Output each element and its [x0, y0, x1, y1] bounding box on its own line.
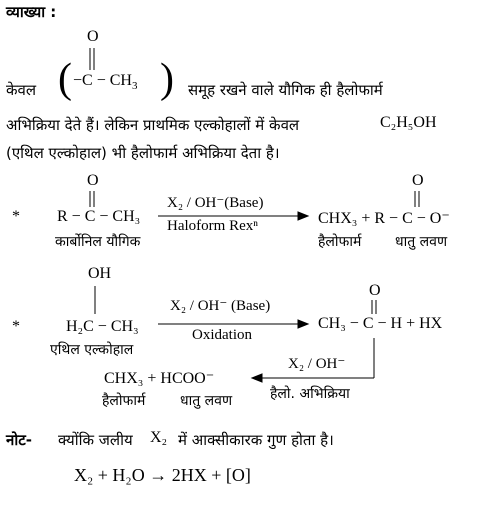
reaction1-bullet: * [12, 208, 20, 225]
para1-line2: अभिक्रिया देते हैं। लेकिन प्राथमिक एल्कोहालों में केवल [6, 116, 300, 134]
note-label: नोट- [6, 431, 32, 449]
para1-suffix: समूह रखने वाले यौगिक ही हैलोफार्म [188, 81, 383, 99]
ethanol-formula: C₂H₅OH [380, 114, 437, 131]
note-text-before: क्योंकि जलीय [58, 431, 133, 449]
para1-line3: (एथिल एल्कोहाल) भी हैलोफार्म अभिक्रिया देता है। [6, 144, 280, 162]
reaction1-product1-label: हैलोफार्म [318, 234, 362, 250]
reaction2-final-label1: हैलोफार्म [102, 393, 146, 409]
note-text-after: में आक्सीकारक गुण होता है। [178, 431, 334, 449]
right-paren: ) [160, 56, 174, 102]
reaction2-product-oxygen: O [369, 282, 381, 299]
reaction1-reactant-label: कार्बोनिल यौगिक [55, 234, 141, 250]
reaction1-reactant-oxygen: O [87, 172, 99, 189]
reaction2-final-products: CHX₃ + HCOO⁻ [104, 370, 215, 387]
para1-prefix: केवल [6, 81, 37, 99]
left-paren: ( [58, 56, 72, 102]
reaction2-bullet: * [12, 318, 20, 335]
reaction2-reagent-bottom: Oxidation [192, 327, 252, 343]
acyl-group: $-C - CH_3$ [73, 72, 138, 93]
note-equation: X₂ + H₂O → 2HX + [O] [74, 465, 251, 485]
reaction1-reagent-bottom: Haloform Rexⁿ [167, 218, 258, 234]
reaction2-reactant-hydroxyl: OH [88, 265, 112, 282]
reaction1-product-oxygen: O [412, 172, 424, 189]
reaction2-step2-label: हैलो. अभिक्रिया [270, 386, 350, 402]
heading: व्याख्या : [6, 3, 57, 21]
group-oxygen: O [87, 28, 99, 45]
reaction1-reactant: R − C − CH₃ [57, 208, 141, 225]
reaction2-step2-reagent: X₂ / OH⁻ [288, 356, 346, 372]
reaction1-product: CHX₃ + R − C − O⁻ [318, 210, 450, 227]
reaction2-reactant-label: एथिल एल्कोहाल [50, 342, 134, 358]
reaction2-final-label2: धातु लवण [180, 393, 233, 409]
reaction1-reagent-top: X₂ / OH⁻(Base) [167, 195, 264, 211]
reaction1-product2-label: धातु लवण [395, 234, 448, 250]
note-chem: X₂ [150, 429, 168, 446]
reaction2-reagent-top: X₂ / OH⁻ (Base) [170, 298, 271, 314]
reaction2-reactant: H₂C − CH₃ [66, 318, 139, 335]
reaction2-product: CH₃ − C − H + HX [318, 315, 443, 332]
